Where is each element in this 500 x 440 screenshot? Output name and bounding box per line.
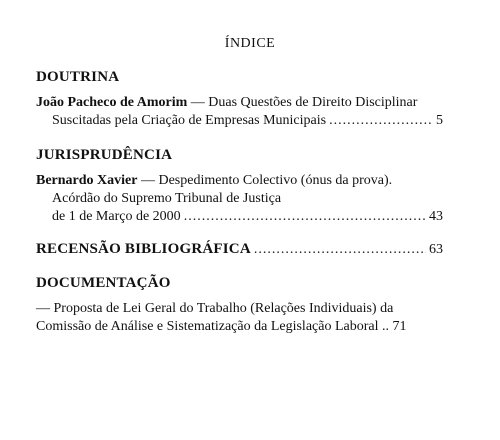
jurisprudencia-entry-line1	[36, 172, 392, 190]
jurisprudencia-title-line2: Acórdão do Supremo Tribunal de Justiça	[52, 191, 282, 206]
doutrina-entry-line2	[52, 112, 443, 130]
section-heading-recensao: RECENSÃO BIBLIOGRÁFICA	[36, 241, 251, 257]
index-title: ÍNDICE	[224, 36, 276, 51]
doutrina-author: João Pacheco de Amorim	[36, 95, 188, 110]
doutrina-dot-leader	[329, 112, 433, 130]
recensao-dot-leader	[254, 241, 426, 259]
doutrina-page-number: 5	[436, 113, 443, 128]
recensao-entry	[36, 240, 443, 259]
jurisprudencia-title-line1: Despedimento Colectivo (ónus da prova).	[158, 173, 393, 188]
doutrina-dash: —	[190, 95, 205, 110]
jurisprudencia-dash: —	[140, 173, 155, 188]
doutrina-entry-line1	[36, 94, 417, 112]
jurisprudencia-entry-line3	[52, 208, 443, 226]
section-heading-documentacao: DOCUMENTAÇÃO	[36, 275, 171, 291]
jurisprudencia-author: Bernardo Xavier	[36, 173, 138, 188]
jurisprudencia-page-number: 43	[429, 209, 443, 224]
jurisprudencia-title-line3: de 1 de Março de 2000	[52, 209, 181, 224]
section-heading-jurisprudencia: JURISPRUDÊNCIA	[36, 147, 173, 163]
doutrina-title-line2: Suscitadas pela Criação de Empresas Municipais	[52, 113, 327, 128]
documentacao-line2: Comissão de Análise e Sistematização da Legislação Laboral .. 71	[36, 319, 407, 334]
doutrina-title-line1: Duas Questões de Direito Disciplinar	[208, 95, 418, 110]
jurisprudencia-dot-leader	[184, 208, 426, 226]
recensao-page-number: 63	[429, 242, 443, 257]
documentacao-line1: — Proposta de Lei Geral do Trabalho (Relações Individuais) da	[36, 301, 394, 316]
section-heading-doutrina: DOUTRINA	[36, 69, 120, 85]
